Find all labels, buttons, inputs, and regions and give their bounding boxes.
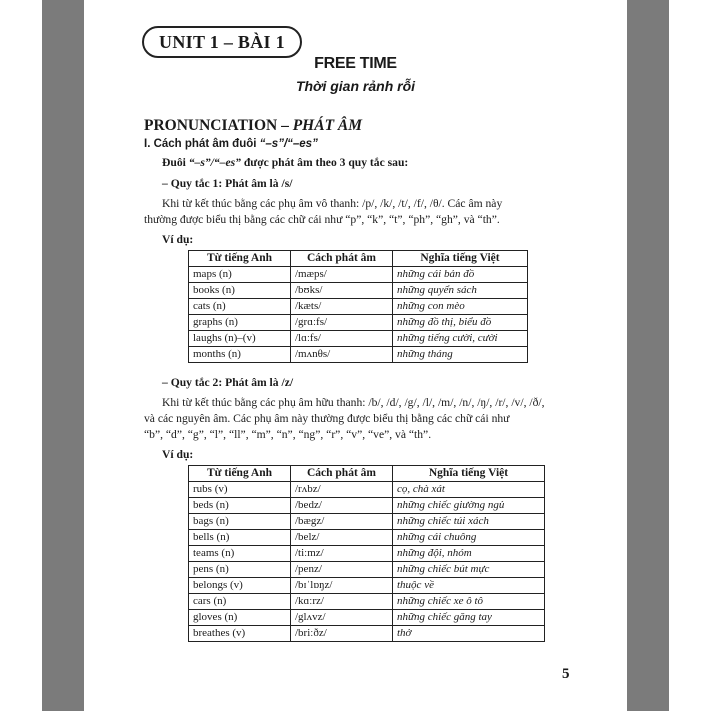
column-header: Cách phát âm — [291, 251, 393, 267]
word-cell: rubs (v) — [189, 482, 291, 498]
intro-italic: “–s”/“–es” — [188, 156, 241, 169]
subheading-prefix: I. Cách phát âm đuôi — [144, 138, 260, 150]
table-row — [189, 610, 545, 626]
column-header: Nghĩa tiếng Việt — [393, 251, 528, 267]
word-cell: graphs (n) — [189, 315, 291, 331]
column-header: Cách phát âm — [291, 466, 393, 482]
rule1-heading: – Quy tắc 1: Phát âm là /s/ — [162, 177, 293, 190]
meaning-cell: những cái bản đồ — [393, 267, 528, 283]
meaning-cell: những chiếc giường ngủ — [393, 498, 545, 514]
ipa-cell: /kæts/ — [291, 299, 393, 315]
meaning-cell: những chiếc bút mực — [393, 562, 545, 578]
subheading — [144, 138, 318, 150]
column-header: Từ tiếng Anh — [189, 251, 291, 267]
table-row — [189, 514, 545, 530]
meaning-cell: những quyển sách — [393, 283, 528, 299]
intro-prefix: Đuôi — [162, 156, 189, 169]
table-row — [189, 299, 528, 315]
left-frame-border — [42, 0, 84, 711]
page-number: 5 — [562, 666, 570, 682]
table-row — [189, 578, 545, 594]
meaning-cell: những tháng — [393, 347, 528, 363]
ipa-cell: /penz/ — [291, 562, 393, 578]
meaning-cell: những chiếc xe ô tô — [393, 594, 545, 610]
page-subtitle: Thời gian rảnh rỗi — [295, 78, 416, 94]
subheading-italic: “–s”/“–es” — [259, 138, 318, 150]
book-page — [84, 0, 627, 711]
ipa-cell: /glʌvz/ — [291, 610, 393, 626]
intro-line — [162, 156, 408, 169]
word-cell: teams (n) — [189, 546, 291, 562]
word-cell: bags (n) — [189, 514, 291, 530]
table-row — [189, 626, 545, 642]
word-cell: beds (n) — [189, 498, 291, 514]
rule1-example-label: Ví dụ: — [162, 233, 194, 246]
meaning-cell: những chiếc găng tay — [393, 610, 545, 626]
rule2-text-line-1: Khi từ kết thúc bằng các phụ âm hữu thanh: /b/, /d/, /g/, /l/, /m/, /n/, /ŋ/, /r/, /v/, /ð/, — [162, 396, 545, 409]
table-row — [189, 283, 528, 299]
ipa-cell: /bedz/ — [291, 498, 393, 514]
column-header: Nghĩa tiếng Việt — [393, 466, 545, 482]
table-row — [189, 498, 545, 514]
section-heading — [144, 117, 362, 135]
table-row — [189, 562, 545, 578]
unit-label: UNIT 1 – BÀI 1 — [142, 26, 302, 58]
word-cell: months (n) — [189, 347, 291, 363]
meaning-cell: những đội, nhóm — [393, 546, 545, 562]
word-cell: cars (n) — [189, 594, 291, 610]
section-heading-main: PRONUNCIATION – — [144, 117, 293, 134]
rule1-text-line-1: Khi từ kết thúc bằng các phụ âm vô thanh: /p/, /k/, /t/, /f/, /θ/. Các âm này — [162, 197, 503, 210]
word-cell: maps (n) — [189, 267, 291, 283]
table-row — [189, 267, 528, 283]
table-header-row — [189, 466, 545, 482]
rule2-example-label: Ví dụ: — [162, 448, 194, 461]
word-cell: belongs (v) — [189, 578, 291, 594]
meaning-cell: những chiếc túi xách — [393, 514, 545, 530]
rule1-text-line-2: thường được biểu thị bằng các chữ cái như “p”, “k”, “t”, “ph”, “gh”, và “th”. — [144, 213, 500, 226]
ipa-cell: /lɑːfs/ — [291, 331, 393, 347]
meaning-cell: những cái chuông — [393, 530, 545, 546]
page-title: FREE TIME — [314, 55, 397, 72]
table-row — [189, 482, 545, 498]
ipa-cell: /mæps/ — [291, 267, 393, 283]
word-cell: bells (n) — [189, 530, 291, 546]
ipa-cell: /mʌnθs/ — [291, 347, 393, 363]
column-header: Từ tiếng Anh — [189, 466, 291, 482]
meaning-cell: những con mèo — [393, 299, 528, 315]
table-row — [189, 347, 528, 363]
meaning-cell: những tiếng cười, cười — [393, 331, 528, 347]
intro-suffix: được phát âm theo 3 quy tắc sau: — [240, 156, 409, 169]
rule2-text-line-2: và các nguyên âm. Các phụ âm này thường được biểu thị bằng các chữ cái như — [144, 412, 510, 425]
word-cell: books (n) — [189, 283, 291, 299]
rule1-example-table — [188, 250, 528, 363]
ipa-cell: /grɑːfs/ — [291, 315, 393, 331]
section-heading-italic: PHÁT ÂM — [292, 117, 363, 134]
meaning-cell: những đồ thị, biểu đồ — [393, 315, 528, 331]
table-header-row — [189, 251, 528, 267]
rule2-example-table — [188, 465, 545, 642]
table-row — [189, 546, 545, 562]
right-frame-border — [627, 0, 669, 711]
meaning-cell: thuộc về — [393, 578, 545, 594]
ipa-cell: /bʊks/ — [291, 283, 393, 299]
word-cell: breathes (v) — [189, 626, 291, 642]
ipa-cell: /kɑːrz/ — [291, 594, 393, 610]
table-row — [189, 315, 528, 331]
table-row — [189, 530, 545, 546]
word-cell: cats (n) — [189, 299, 291, 315]
ipa-cell: /tiːmz/ — [291, 546, 393, 562]
meaning-cell: cọ, chà xát — [393, 482, 545, 498]
ipa-cell: /belz/ — [291, 530, 393, 546]
rule2-text-line-3: “b”, “d”, “g”, “l”, “ll”, “m”, “n”, “ng”, “r”, “v”, “ve”, và “th”. — [144, 428, 432, 441]
word-cell: gloves (n) — [189, 610, 291, 626]
ipa-cell: /rʌbz/ — [291, 482, 393, 498]
ipa-cell: /briːðz/ — [291, 626, 393, 642]
table-row — [189, 594, 545, 610]
ipa-cell: /bɪˈlɒŋz/ — [291, 578, 393, 594]
word-cell: laughs (n)–(v) — [189, 331, 291, 347]
meaning-cell: thở — [393, 626, 545, 642]
table-row — [189, 331, 528, 347]
rule2-heading: – Quy tắc 2: Phát âm là /z/ — [162, 376, 294, 389]
word-cell: pens (n) — [189, 562, 291, 578]
ipa-cell: /bægz/ — [291, 514, 393, 530]
